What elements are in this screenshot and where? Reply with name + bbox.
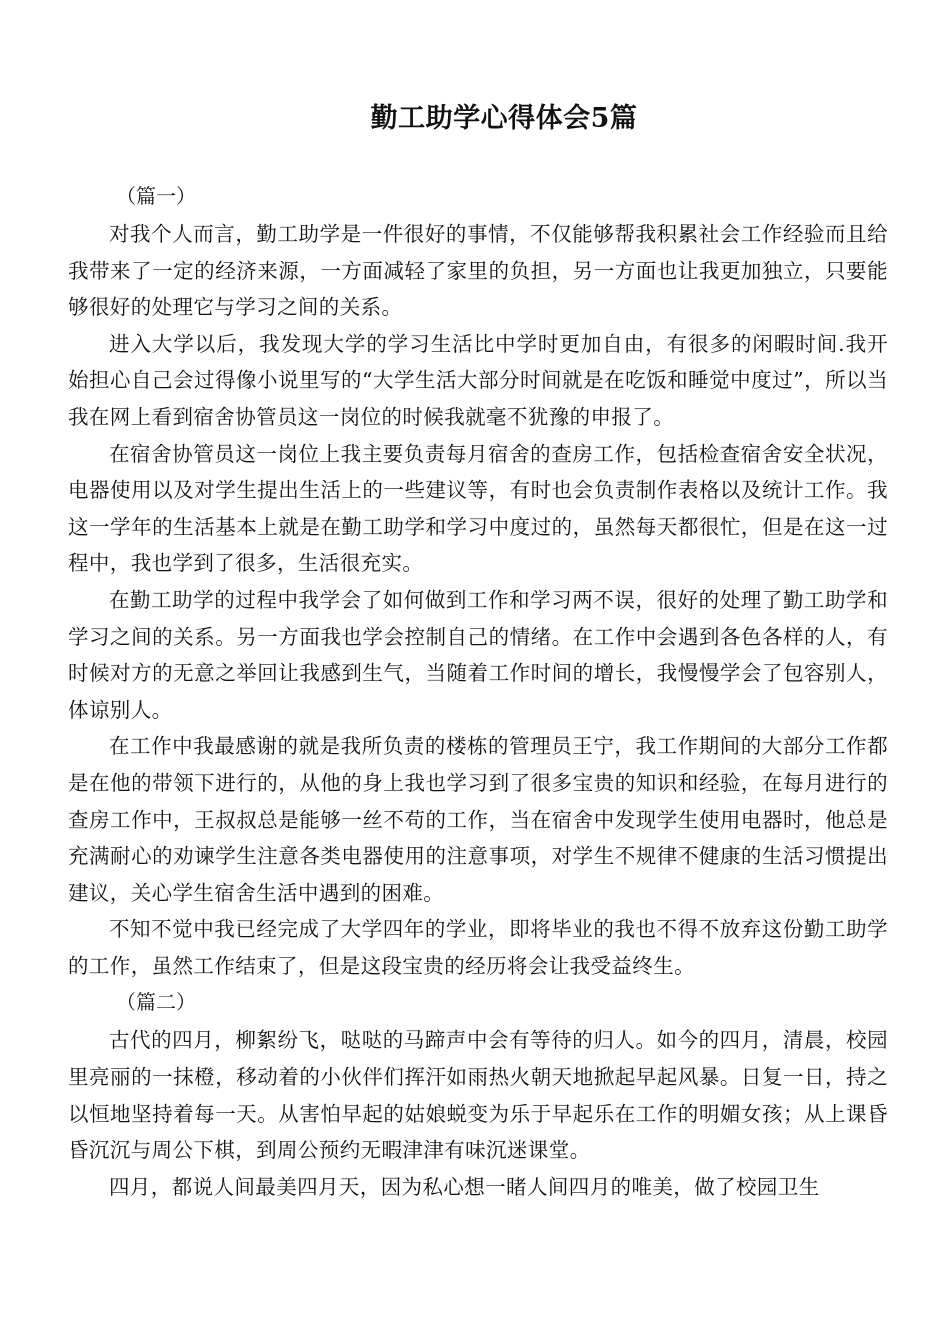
paragraph: 四月，都说人间最美四月天，因为私心想一睹人间四月的唯美，做了校园卫生 — [109, 1174, 820, 1199]
section-heading: （篇二） — [116, 990, 196, 1015]
paragraph: 在勤工助学的过程中我学会了如何做到工作和学习两不误，很好的处理了勤工助学和学习之间的关系。另一方面我也学会控制自己的情绪。在工作中会遇到各色各样的人，有时候对方的无意之举回让我感到生气，当随着工作时间的增长，我慢慢学会了包容别人，体谅别人。 — [68, 587, 888, 722]
section-heading: （篇一） — [116, 184, 196, 208]
paragraph: 古代的四月，柳絮纷飞，哒哒的马蹄声中会有等待的归人。如今的四月，清晨，校园里亮丽的一抹橙，移动着的小伙伴们挥汗如雨热火朝天地掀起早起风暴。日复一日，持之以恒地坚持着每一天。从害怕早起的姑娘蜕变为乐于早起乐在工作的明媚女孩；从上课昏昏沉沉与周公下棋，到周公预约无暇津津有味沉迷课堂。 — [68, 1028, 888, 1163]
section-2 — [68, 984, 888, 1205]
section-1 — [68, 178, 888, 984]
paragraph: 在工作中我最感谢的就是我所负责的楼栋的管理员王宁，我工作期间的大部分工作都是在他的带领下进行的，从他的身上我也学习到了很多宝贵的知识和经验，在每月进行的查房工作中，王叔叔总是能够一丝不苟的工作，当在宿舍中发现学生使用电器时，他总是充满耐心的劝谏学生注意各类电器使用的注意事项，对学生不规律不健康的生活习惯提出建议，关心学生宿舍生活中遇到的困难。 — [68, 734, 888, 905]
document-title: 勤工助学心得体会5篇 — [370, 103, 638, 134]
paragraph: 不知不觉中我已经完成了大学四年的学业，即将毕业的我也不得不放弃这份勤工助学的工作，虽然工作结束了，但是这段宝贵的经历将会让我受益终生。 — [68, 917, 888, 978]
paragraph: 在宿舍协管员这一岗位上我主要负责每月宿舍的查房工作，包括检查宿舍安全状况，电器使用以及对学生提出生活上的一些建议等，有时也会负责制作表格以及统计工作。我这一学年的生活基本上就是在勤工助学和学习中度过的，虽然每天都很忙，但是在这一过程中，我也学到了很多，生活很充实。 — [68, 441, 888, 576]
paragraph: 进入大学以后，我发现大学的学习生活比中学时更加自由，有很多的闲暇时间.我开始担心自己会过得像小说里写的“大学生活大部分时间就是在吃饭和睡觉中度过”，所以当我在网上看到宿舍协管员这一岗位的时候我就毫不犹豫的申报了。 — [68, 331, 888, 429]
document-body — [68, 178, 888, 1205]
paragraph: 对我个人而言，勤工助学是一件很好的事情，不仅能够帮我积累社会工作经验而且给我带来了一定的经济来源，一方面减轻了家里的负担，另一方面也让我更加独立，只要能够很好的处理它与学习之间的关系。 — [68, 222, 888, 320]
